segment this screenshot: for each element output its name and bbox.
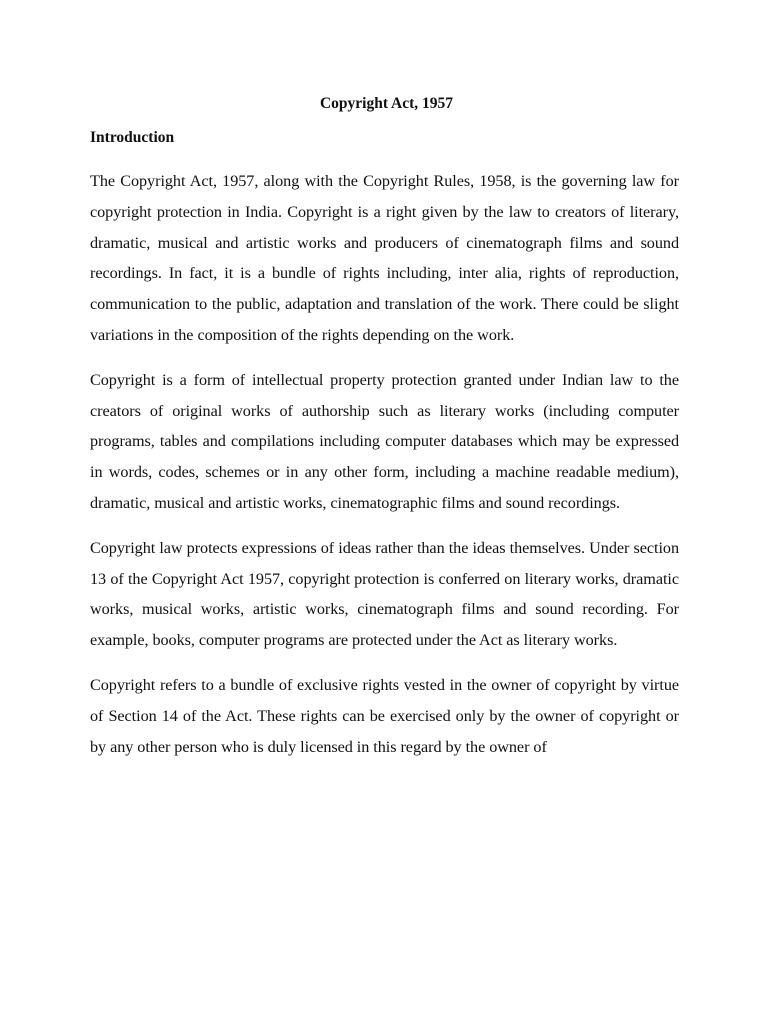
paragraph-3: Copyright law protects expressions of ideas rather than the ideas themselves. Under section 13 of the Copyright Act 1957, copyright protection is conferred on literary works, dramatic works, musical works, artistic works, cinematograph films and sound recording. For example, books, computer programs are protected under the Act as literary works. bbox=[90, 538, 679, 650]
document-page bbox=[90, 93, 679, 776]
paragraph-4: Copyright refers to a bundle of exclusive rights vested in the owner of copyright by virtue of Section 14 of the Act. These rights can be exercised only by the owner of copyright or by any other person who is duly licensed in this regard by the owner of bbox=[90, 675, 679, 756]
section-heading-introduction: Introduction bbox=[90, 129, 175, 146]
paragraph-1: The Copyright Act, 1957, along with the Copyright Rules, 1958, is the governing law for copyright protection in India. Copyright is a right given by the law to creators of literary, dramatic, musical and artistic works and producers of cinematograph films and sound recordings. In fact, it is a bundle of rights including, inter alia, rights of reproduction, communication to the public, adaptation and translation of the work. There could be slight variations in the composition of the rights depending on the work. bbox=[90, 172, 679, 344]
paragraph-2: Copyright is a form of intellectual property protection granted under Indian law to the creators of original works of authorship such as literary works (including computer programs, tables and compilations including computer databases which may be expressed in words, codes, schemes or in any other form, including a machine readable medium), dramatic, musical and artistic works, cinematographic films and sound recordings. bbox=[90, 370, 679, 512]
document-title: Copyright Act, 1957 bbox=[319, 95, 454, 112]
